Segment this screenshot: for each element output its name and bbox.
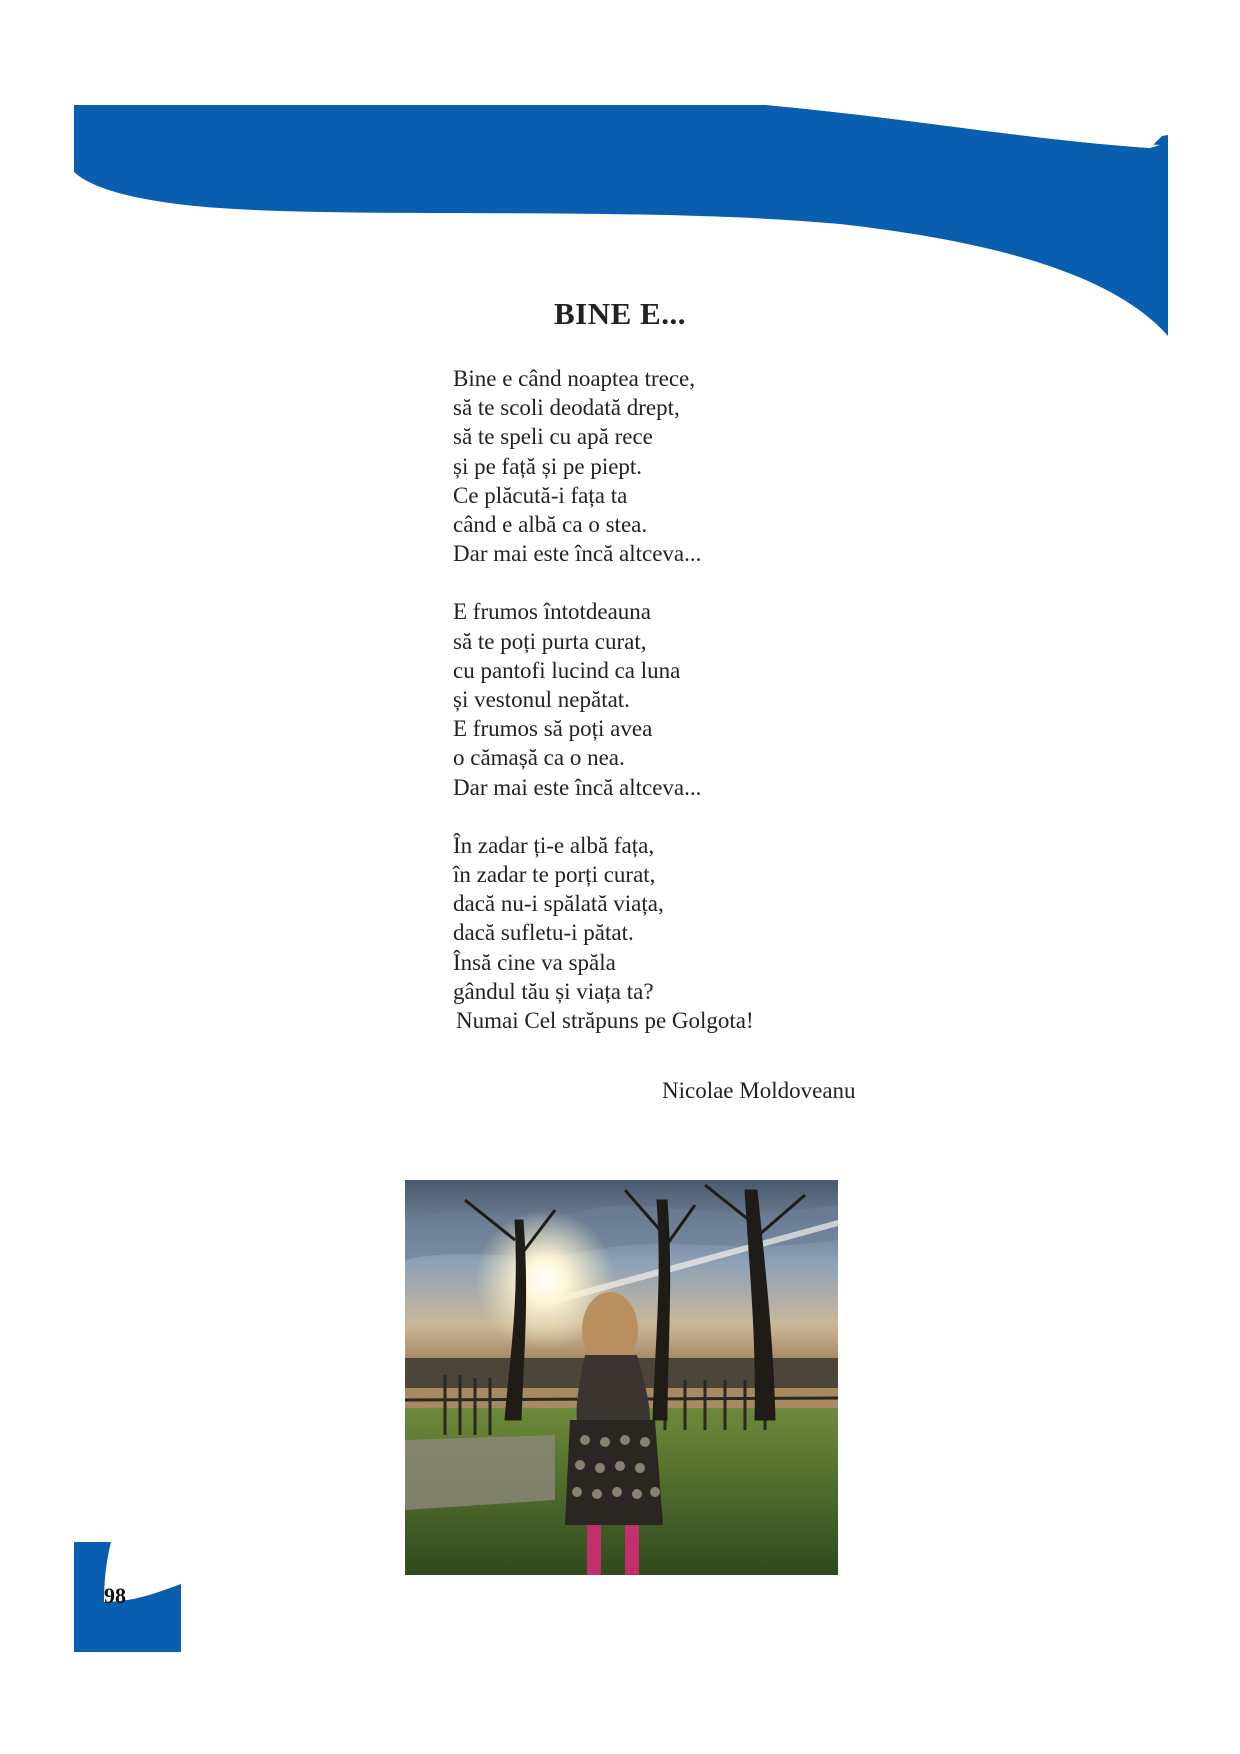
verse: E frumos întotdeauna — [453, 599, 652, 625]
verse: Bine e când noaptea trece, — [453, 366, 696, 391]
verse: să te scoli deodată drept, — [453, 395, 680, 421]
page-number: 98 — [104, 1583, 126, 1608]
verse: În zadar ți-e albă fața, — [453, 832, 655, 858]
verse: să te poți purta curat, — [453, 628, 647, 654]
poem-body — [453, 364, 1053, 1064]
verse: Dar mai este încă altceva... — [453, 541, 702, 567]
verse: când e albă ca o stea. — [453, 512, 648, 538]
stanza-3 — [453, 831, 1053, 1035]
verse: Ce plăcută-i fața ta — [453, 482, 628, 508]
stanza-2 — [453, 597, 1053, 801]
page-corner-shape — [74, 1542, 181, 1652]
verse: și pe față și pe piept. — [453, 453, 643, 479]
patio — [405, 1435, 555, 1510]
page-corner-decoration — [74, 1542, 182, 1652]
poem-author: Nicolae Moldoveanu — [662, 1078, 856, 1103]
verse: cu pantofi lucind ca luna — [453, 657, 681, 683]
verse: o cămașă ca o nea. — [453, 745, 625, 771]
verse: și vestonul nepătat. — [453, 687, 630, 713]
stanza-1 — [453, 364, 1053, 568]
verse: Numai Cel străpuns pe Golgota! — [456, 1008, 754, 1034]
verse: să te speli cu apă rece — [453, 424, 653, 450]
verse: gândul tău și viața ta? — [453, 978, 654, 1004]
verse: dacă nu-i spălată viața, — [453, 891, 664, 917]
verse: în zadar te porți curat, — [453, 862, 656, 888]
verse: E frumos să poți avea — [453, 716, 653, 742]
header-wave-decoration — [0, 0, 1240, 340]
poem-title: BINE E... — [554, 296, 686, 331]
verse: Dar mai este încă altceva... — [453, 774, 702, 800]
verse: Însă cine va spăla — [453, 949, 616, 975]
girl-at-sunset-photo — [405, 1180, 838, 1575]
verse: dacă sufletu-i pătat. — [453, 920, 634, 946]
